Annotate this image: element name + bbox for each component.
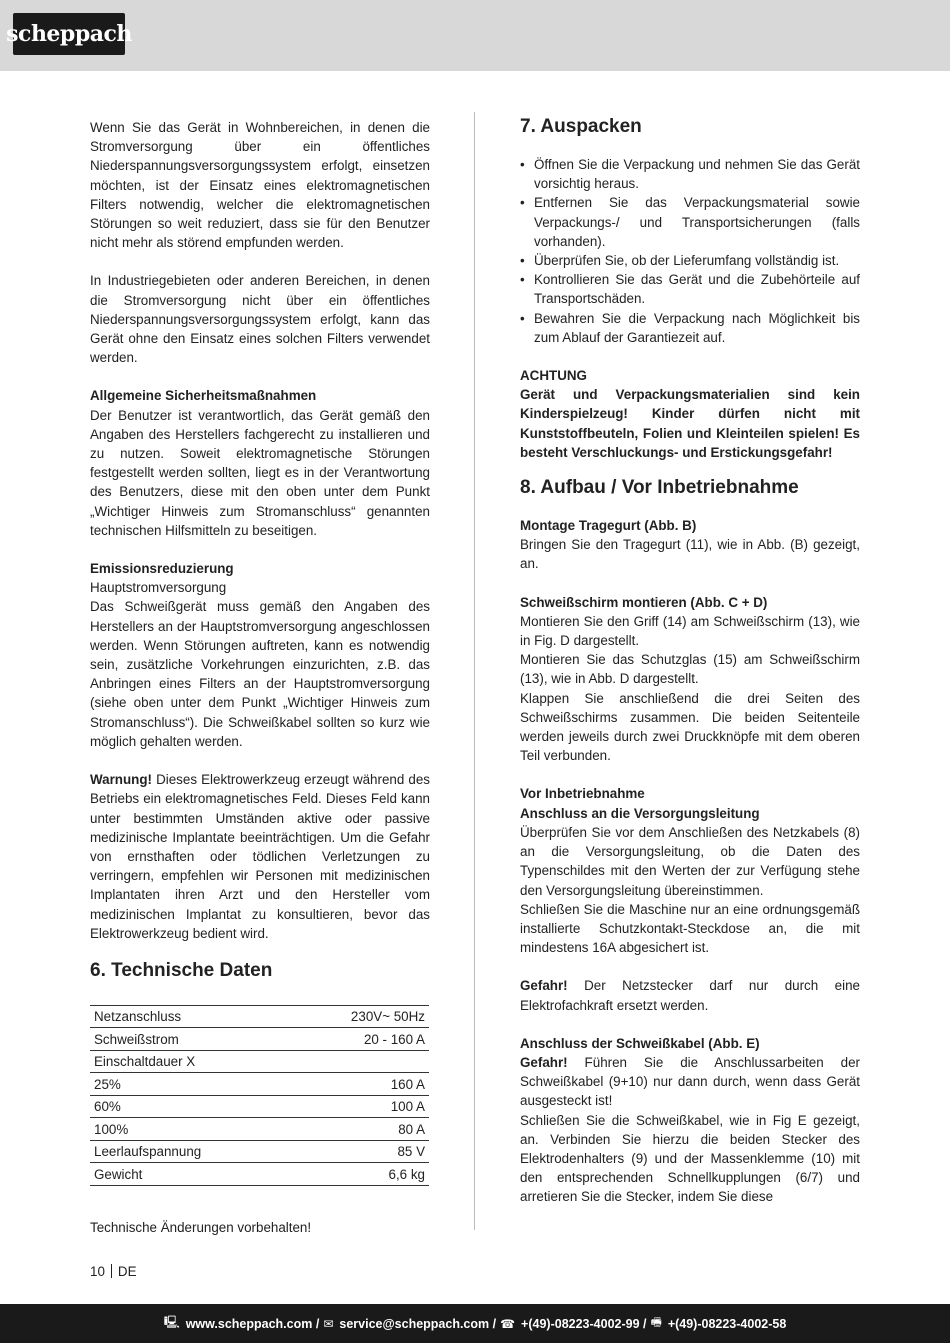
section-heading: Schweißschirm montieren (Abb. C + D)	[520, 594, 768, 610]
table-row	[90, 1028, 429, 1051]
spec-value: 230V~ 50Hz	[288, 1005, 429, 1028]
page-header	[0, 0, 950, 71]
warning-paragraph	[90, 770, 430, 943]
danger-label: Gefahr!	[520, 978, 568, 994]
paragraph: Schließen Sie die Maschine nur an eine ordnungsgemäß installierte Schutzkontakt-Steckdose an, die mit mindestens 16A abgesichert ist.	[520, 901, 860, 956]
chapter-heading: 8. Aufbau / Vor Inbetriebnahme	[520, 477, 799, 499]
table-row	[90, 1163, 429, 1186]
paragraph: Schließen Sie die Schweißkabel, wie in Fig E gezeigt, an. Verbinden Sie hierzu die beiden Stecker des Elektrodenhalters (9) und der Massenklemme (10) mit den entsprechenden Schnellkupplungen (6/7) und arretieren Sie die Stecker, indem Sie diese	[520, 1112, 860, 1205]
paragraph: Klappen Sie anschließend die drei Seiten des Schweißschirms zusammen. Die beiden Seitenteile werden jeweils durch zwei Druckknöpfe mit dem oberen Teil verbunden.	[520, 690, 860, 764]
section-heading: Anschluss an die Versorgungsleitung	[520, 805, 760, 821]
warning-label: Warnung!	[90, 772, 152, 788]
right-column	[520, 115, 860, 1207]
chapter-heading: 6. Technische Daten	[90, 959, 273, 981]
computer-icon: 🖳	[163, 1315, 180, 1329]
subheading: Hauptstromversorgung	[90, 580, 227, 596]
page-footer	[0, 1304, 950, 1343]
attention-heading: ACHTUNG	[520, 368, 587, 384]
list-item: • Überprüfen Sie, ob der Lieferumfang vollständig ist.	[520, 251, 860, 270]
danger-text: Führen Sie die Anschlussarbeiten der Schweißkabel (9+10) nur dann durch, wenn dass Gerät ausgesteckt ist!	[520, 1054, 860, 1109]
table-row	[90, 1140, 429, 1163]
spec-label: 25%	[90, 1073, 288, 1096]
paragraph: Überprüfen Sie vor dem Anschließen des Netzkabels (8) an die Versorgungsleitung, ob die Daten des Typenschildes mit den Werten der zur Verfügung stehe den Versorgungsleitung übereinstimmen.	[520, 824, 860, 898]
section-heading: Montage Tragegurt (Abb. B)	[520, 518, 697, 534]
paragraph: In Industriegebieten oder anderen Bereichen, in denen die Stromversorgung nicht über ein öffentliches Niederspannungsversorgungssystem erfolgt, kann das Gerät ohne den Einsatz eines solchen Filters verwendet werden.	[90, 273, 430, 366]
page-number	[90, 1264, 137, 1279]
list-item: • Bewahren Sie die Verpackung nach Möglichkeit bis zum Ablauf der Garantiezeit auf.	[520, 309, 860, 347]
column-divider	[474, 112, 475, 1230]
footer-mail[interactable]: service@scheppach.com /	[339, 1316, 497, 1331]
chapter-heading: 7. Auspacken	[520, 116, 642, 137]
danger-text: Der Netzstecker darf nur durch eine Elektrofachkraft ersetzt werden.	[520, 978, 860, 1013]
list-item: • Öffnen Sie die Verpackung und nehmen Sie das Gerät vorsichtig heraus.	[520, 155, 860, 193]
phone-icon: ☎	[500, 1316, 516, 1331]
table-row	[90, 1095, 429, 1118]
footer-fax: +(49)-08223-4002-58	[667, 1316, 787, 1331]
page-number-value: 10	[90, 1264, 105, 1279]
spec-value	[288, 1050, 429, 1073]
section-heading: Anschluss der Schweißkabel (Abb. E)	[520, 1035, 760, 1051]
danger-paragraph	[520, 1053, 860, 1111]
table-row	[90, 1073, 429, 1096]
paragraph: Der Benutzer ist verantwortlich, das Gerät gemäß den Angaben des Herstellers fachgerecht zu installieren und zu nutzen. Soweit elektromagnetische Störungen festgestellt werden sollten, liegt es in der Verantwortung des Benutzers, diese mit den oben unter dem Punkt „Wichtiger Hinweis zum Stromanschluss“ genannten technischen Hilfsmitteln zu beseitigen.	[90, 407, 430, 538]
paragraph: Montieren Sie den Griff (14) am Schweißschirm (13), wie in Fig. D dargestellt.	[520, 613, 860, 649]
spec-label: Netzanschluss	[90, 1005, 288, 1028]
paragraph: Das Schweißgerät muss gemäß den Angaben des Herstellers an der Hauptstromversorgung angeschlossen werden. Wenn Störungen auftreten, kann es notwendig sein, zusätzliche Vorkehrungen einzurichten, z.B. das Anbringen eines Filters an der Hauptstromversorgung (siehe oben unter dem Punkt „Wichtiger Hinweis zum Stromanschluss“). Die Schweißkabel sollten so kurz wie möglich gehalten werden.	[90, 599, 430, 749]
spec-value: 6,6 kg	[288, 1163, 429, 1186]
footer-phone: +(49)-08223-4002-99 /	[521, 1316, 647, 1331]
spec-label: Leerlaufspannung	[90, 1140, 288, 1163]
spec-label: 60%	[90, 1095, 288, 1118]
danger-label: Gefahr!	[520, 1054, 568, 1070]
spec-label: Gewicht	[90, 1163, 288, 1186]
spec-value: 85 V	[288, 1140, 429, 1163]
spec-value: 20 - 160 A	[288, 1028, 429, 1051]
spec-label: 100%	[90, 1118, 288, 1141]
list-item: • Kontrollieren Sie das Gerät und die Zubehörteile auf Transportschäden.	[520, 270, 860, 308]
left-column	[90, 118, 430, 1237]
spec-value: 100 A	[288, 1095, 429, 1118]
paragraph: Wenn Sie das Gerät in Wohnbereichen, in denen die Stromversorgung über ein öffentliches Niederspannungsversorgungssystem erfolgt, einsetzen möchten, ist der Einsatz eines elektromagnetischen Filters notwendig, welcher die elektromagnetischen Störungen so weit reduziert, dass sie für den Benutzer nicht mehr als störend empfunden werden.	[90, 120, 430, 251]
fax-icon: 🖷	[650, 1315, 662, 1329]
spec-value: 160 A	[288, 1073, 429, 1096]
section-heading: Allgemeine Sicherheitsmaßnahmen	[90, 388, 317, 404]
warning-text: Dieses Elektrowerkzeug erzeugt während des Betriebs ein elektromagnetisches Feld. Dieses Feld kann unter bestimmten Umständen aktive oder passive medizinische Implantate beeinträchtigen. Um die Gefahr von ernsthaften oder tödlichen Verletzungen zu verringern, empfehlen wir Personen mit medizinischen Implantaten ihren Arzt und den Hersteller vom medizinischen Implantat zu konsultieren, bevor das Elektrowerkzeug bedient wird.	[90, 772, 430, 941]
brand-logo: scheppach	[13, 13, 125, 55]
attention-text: Gerät und Verpackungsmaterialien sind kein Kinderspielzeug! Kinder dürfen nicht mit Kunststoffbeuteln, Folien und Kleinteilen spielen! Es besteht Verschluckungs- und Erstickungsgefahr!	[520, 387, 860, 460]
paragraph: Montieren Sie das Schutzglas (15) am Schweißschirm (13), wie in Abb. D dargestellt.	[520, 652, 860, 687]
section-heading: Emissionsreduzierung	[90, 561, 234, 577]
spec-label: Einschaltdauer X	[90, 1050, 288, 1073]
spec-value: 80 A	[288, 1118, 429, 1141]
table-row	[90, 1050, 429, 1073]
paragraph: Bringen Sie den Tragegurt (11), wie in Abb. (B) gezeigt, an.	[520, 537, 860, 572]
note: Technische Änderungen vorbehalten!	[90, 1219, 312, 1235]
footer-web[interactable]: www.scheppach.com /	[185, 1316, 320, 1331]
spec-table	[90, 1005, 429, 1186]
table-row	[90, 1005, 429, 1028]
spec-label: Schweißstrom	[90, 1028, 288, 1051]
unpack-list	[520, 155, 860, 347]
mail-icon: ✉	[323, 1316, 334, 1331]
page-language: DE	[117, 1264, 137, 1279]
danger-paragraph	[520, 976, 860, 1014]
list-item: • Entfernen Sie das Verpackungsmaterial sowie Verpackungs-/ und Transportsicherungen (falls vorhanden).	[520, 193, 860, 251]
table-row	[90, 1118, 429, 1141]
section-heading: Vor Inbetriebnahme	[520, 786, 645, 802]
